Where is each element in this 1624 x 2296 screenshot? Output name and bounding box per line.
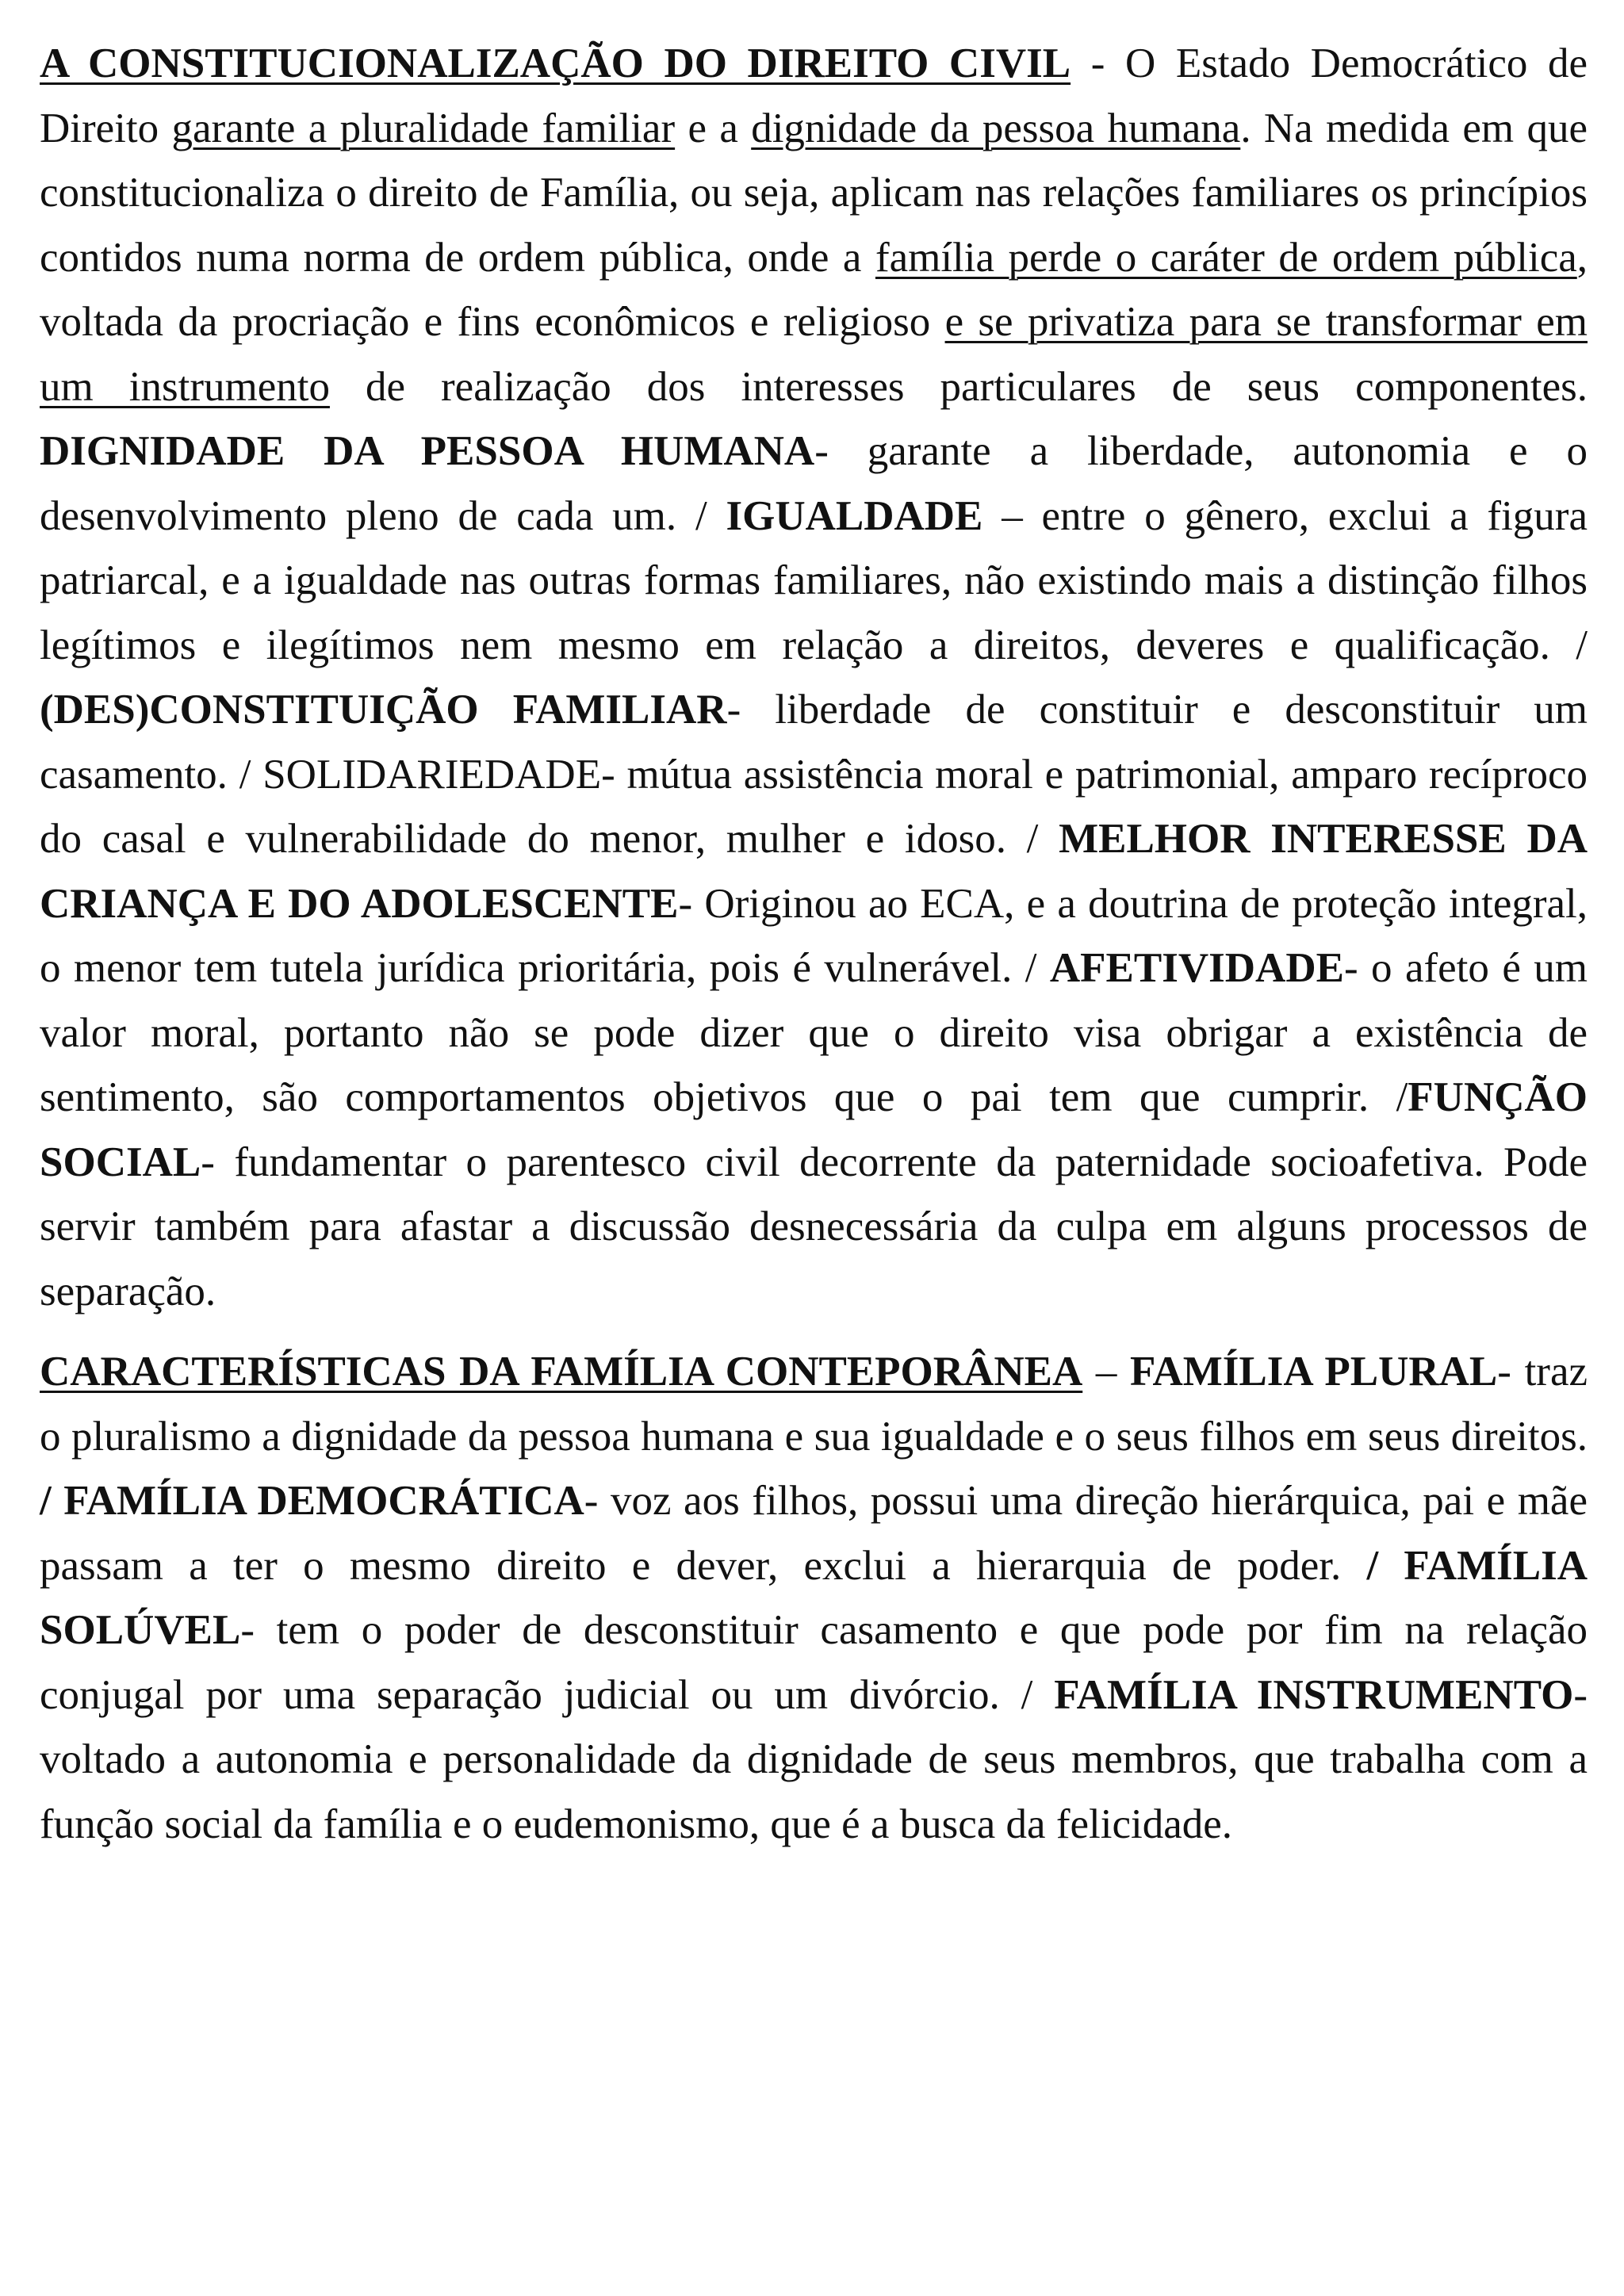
term-igualdade: IGUALDADE [726, 492, 983, 539]
paragraph-constitucionalizacao [40, 32, 1588, 1324]
underlined-phrase: e se privatiza para se transformar em um instrumento [40, 299, 1588, 410]
text-span: e a [675, 105, 752, 151]
term-funcao-social: FUNÇÃO SOCIAL [40, 1074, 1588, 1185]
term-melhor-interesse: MELHOR INTERESSE DA CRIANÇA E DO ADOLESCENTE [40, 816, 1588, 927]
text-span: - garante a liberdade, autonomia e o desenvolvimento pleno de cada um. / [40, 428, 1588, 539]
underlined-phrase: garante a pluralidade familiar [171, 105, 676, 151]
term-familia-democratica: / FAMÍLIA DEMOCRÁTICA [40, 1478, 584, 1524]
section-title-caracteristicas: CARACTERÍSTICAS DA FAMÍLIA CONTEPORÂNEA [40, 1349, 1083, 1395]
section-title-constitucionalizacao: A CONSTITUCIONALIZAÇÃO DO DIREITO CIVIL [40, 40, 1071, 86]
text-span: - fundamentar o parentesco civil decorrente da paternidade socioafetiva. Pode servir também para afastar a discussão desnecessária da culpa em alguns processos de separação. [40, 1138, 1588, 1314]
text-span: . Na medida em que constitucionaliza o direito de Família, ou seja, aplicam nas relações familiares os princípios contidos numa norma de ordem pública, onde a [40, 105, 1588, 281]
term-familia-instrumento: FAMÍLIA INSTRUMENTO [1054, 1671, 1574, 1718]
term-afetividade: AFETIVIDADE [1049, 945, 1344, 991]
term-familia-soluvel: / FAMÍLIA SOLÚVEL [40, 1542, 1588, 1653]
text-span: - voz aos filhos, possui uma direção hierárquica, pai e mãe passam a ter o mesmo direito e dever, exclui a hierarquia de poder. [40, 1478, 1588, 1589]
paragraph-caracteristicas [40, 1340, 1588, 1857]
text-span: – [1082, 1349, 1131, 1395]
text-span: - traz o pluralismo a dignidade da pessoa humana e sua igualdade e o seus filhos em seus direitos. [40, 1349, 1588, 1460]
text-span: - o afeto é um valor moral, portanto não se pode dizer que o direito visa obrigar a existência de sentimento, são comportamentos objetivos que o pai tem que cumprir. / [40, 945, 1588, 1120]
text-span: - Originou ao ECA, e a doutrina de proteção integral, o menor tem tutela jurídica prioritária, pois é vulnerável. / [40, 880, 1588, 991]
text-span: - tem o poder de desconstituir casamento e que pode por fim na relação conjugal por uma separação judicial ou um divórcio. / [40, 1607, 1588, 1718]
document-page [40, 32, 1588, 1857]
text-span: - O Estado Democrático de Direito [40, 40, 1588, 151]
text-span: – entre o gênero, exclui a figura patriarcal, e a igualdade nas outras formas familiares, não existindo mais a distinção filhos legítimos e ilegítimos nem mesmo em relação a direitos, deveres e qualificação. / [40, 492, 1588, 668]
term-dignidade: DIGNIDADE DA PESSOA HUMANA [40, 428, 815, 474]
text-span: - voltado a autonomia e personalidade da dignidade de seus membros, que trabalha com a função social da família e o eudemonismo, que é a busca da felicidade. [40, 1671, 1588, 1847]
term-familia-plural: FAMÍLIA PLURAL [1130, 1349, 1498, 1395]
underlined-phrase: família perde o caráter de ordem pública [875, 234, 1577, 281]
text-span: , voltada da procriação e fins econômicos e religioso [40, 234, 1588, 345]
text-span: de realização dos interesses particulares de seus componentes. [329, 363, 1588, 410]
underlined-phrase: dignidade da pessoa humana [751, 105, 1241, 151]
term-desconstituicao: (DES)CONSTITUIÇÃO FAMILIAR [40, 687, 727, 733]
text-span: - liberdade de constituir e desconstituir um casamento. / SOLIDARIEDADE- mútua assistência moral e patrimonial, amparo recíproco do casal e vulnerabilidade do menor, mulher e idoso. / [40, 687, 1588, 862]
